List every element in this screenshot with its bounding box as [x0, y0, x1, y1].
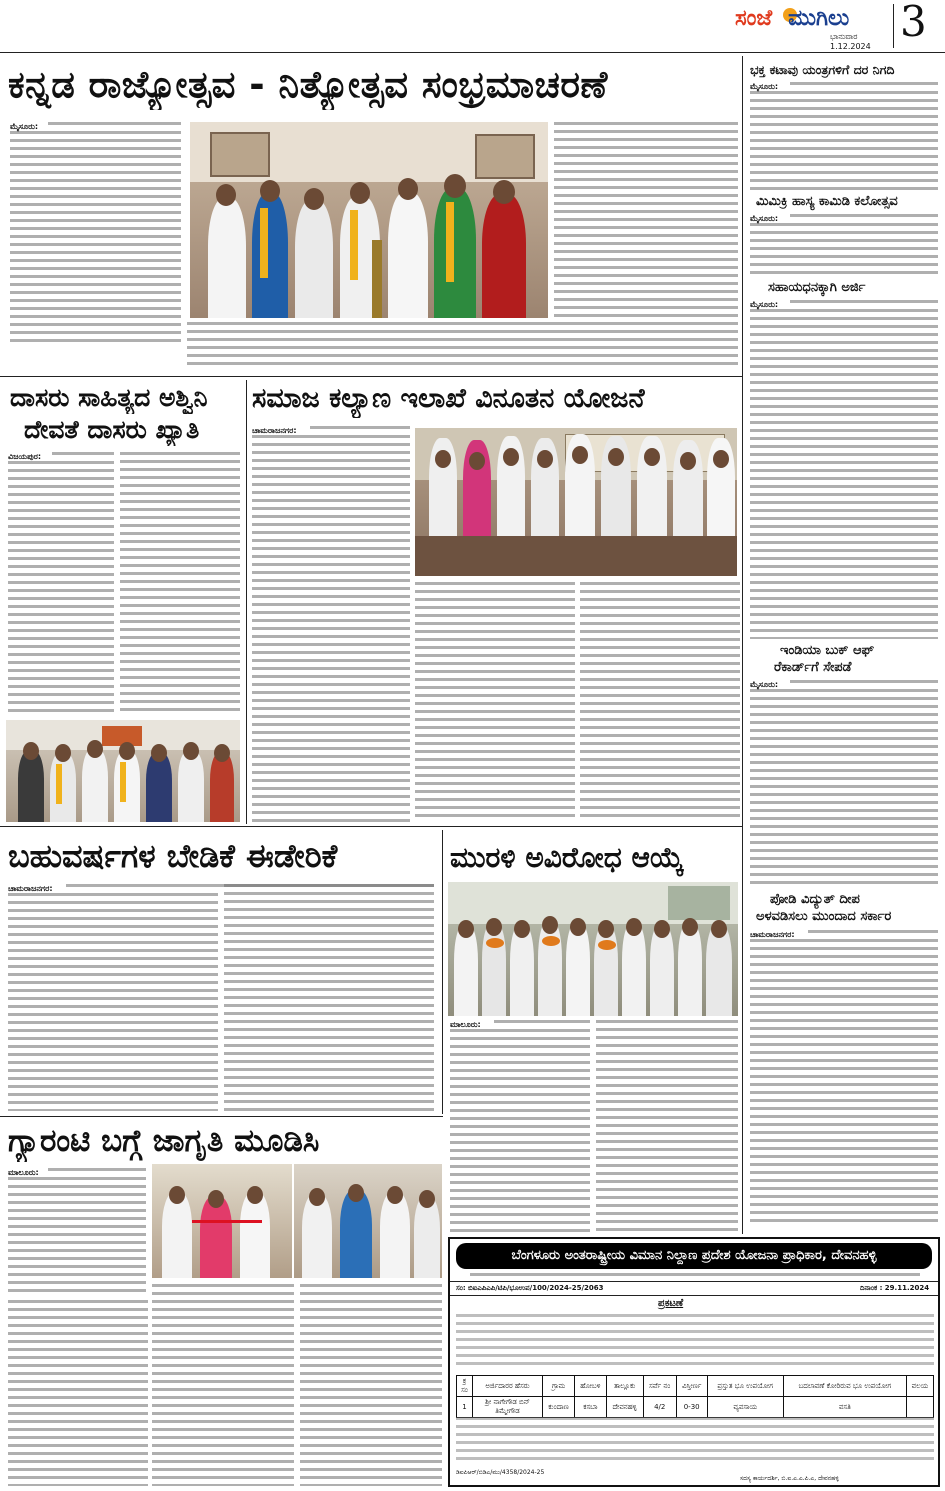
dateline-murali: ಮಾಲೂರು: [450, 1020, 481, 1029]
headline-bahuvarsha: ಬಹುವರ್ಷಗಳ ಬೇಡಿಕೆ ಈಡೇರಿಕೆ [8, 837, 338, 875]
dateline-guarantee: ಮಾಲೂರು: [8, 1168, 39, 1177]
dateline-samaja: ಚಾಮರಾಜನಗರ: [252, 426, 297, 435]
sidebar-dateline-3: ಮೈಸೂರು: [750, 300, 779, 309]
sidebar-title-5b: ಅಳವಡಿಸಲು ಮುಂದಾದ ಸರ್ಕಾರ [756, 909, 892, 924]
ad-land-table [456, 1375, 934, 1418]
sidebar-dateline-5: ಚಾಮರಾಜನಗರ: [750, 930, 795, 939]
sidebar-title-5a: ಪೋಡಿ ವಿದ್ಯುತ್ ದೀಪ [770, 892, 860, 907]
sidebar-dateline-2: ಮೈಸೂರು: [750, 214, 779, 223]
photo-guarantee-inauguration [152, 1164, 442, 1278]
page-number: 3 [900, 0, 927, 46]
headline-dasaru-1: ದಾಸರು ಸಾಹಿತ್ಯದ ಅಶ್ವಿನಿ [10, 383, 208, 412]
sidebar-title-4a: ಇಂಡಿಯಾ ಬುಕ್ ಆಫ್ [780, 643, 875, 658]
masthead-divider [893, 4, 894, 48]
ad-footer-code: ಡಿಐಪಿಆರ್/ಬಿಡಿಎ/ಮು/4358/2024-25 [456, 1469, 545, 1476]
photo-dasaru-event [6, 720, 240, 822]
sidebar-dateline-1: ಮೈಸೂರು: [750, 82, 779, 91]
sidebar-title-2: ಮಿಮಿಕ್ರಿ ಹಾಸ್ಯ ಕಾಮಿಡಿ ಕಲೋತ್ಸವ [756, 194, 898, 209]
dateline-bahuvarsha: ಚಾಮರಾಜನಗರ: [8, 884, 53, 893]
headline-murali: ಮುರಳಿ ಅವಿರೋಧ ಆಯ್ಕೆ [450, 841, 684, 874]
headline-samaja: ಸಮಾಜ ಕಲ್ಯಾಣ ಇಲಾಖೆ ವಿನೂತನ ಯೋಜನೆ [252, 383, 645, 414]
dateline-dasaru: ವಿಜಯಪುರ: [8, 452, 42, 461]
masthead-logo [705, 4, 915, 51]
masthead-date: 1.12.2024 [830, 42, 871, 51]
sidebar-title-3: ಸಹಾಯಧನಕ್ಕಾಗಿ ಅರ್ಜಿ [768, 280, 866, 295]
sidebar-dateline-4: ಮೈಸೂರು: [750, 680, 779, 689]
masthead-day: ಭಾನುವಾರ [830, 32, 858, 41]
dateline-rajyotsava: ಮೈಸೂರು: [10, 122, 39, 131]
table-row: 1 ಶ್ರೀ ನಾಗೇಗೌಡ ಬಿನ್ ತಿಮ್ಮೇಗೌಡ ಕುಂದಾಣ ಕಸಬಾ ದೇವನಹಳ್ಳಿ 4/2 0-30 ವ್ಯವಸಾಯ ವಸತಿ [457, 1397, 934, 1418]
photo-murali-felicitation [448, 882, 738, 1016]
ad-footer-signatory: ಸದಸ್ಯ ಕಾರ್ಯದರ್ಶಿ, ಬಿ.ಐ.ಎ.ಎ.ಪಿ.ಎ, ದೇವನಹಳ್ಳಿ [740, 1475, 839, 1482]
sidebar-title-1: ಭಕ್ತ ಕಟಾವು ಯಂತ್ರಗಳಿಗೆ ದರ ನಿಗದಿ [750, 62, 895, 77]
headline-rajyotsava: ಕನ್ನಡ ರಾಜ್ಯೋತ್ಸವ - ನಿತ್ಯೋತ್ಸವ ಸಂಭ್ರಮಾಚರಣೆ [8, 63, 608, 106]
photo-rajyotsava-ceremony [190, 122, 548, 318]
ad-title: ಬೆಂಗಳೂರು ಅಂತರಾಷ್ಟ್ರೀಯ ವಿಮಾನ ನಿಲ್ದಾಣ ಪ್ರದೇಶ ಯೋಜನಾ ಪ್ರಾಧಿಕಾರ, ದೇವನಹಳ್ಳಿ [456, 1243, 932, 1269]
advertisement-notice [448, 1237, 940, 1487]
sidebar-title-4b: ರೆಕಾರ್ಡ್‌ಗೆ ಸೇಪಡೆ [774, 660, 852, 675]
ad-date: ದಿನಾಂಕ : 29.11.2024 [860, 1284, 930, 1292]
headline-dasaru-2: ದೇವತೆ ದಾಸರು ಖ್ಯಾತಿ [24, 415, 200, 444]
headline-guarantee: ಗ್ಯಾರಂಟಿ ಬಗ್ಗೆ ಜಾಗೃತಿ ಮೂಡಿಸಿ [8, 1123, 320, 1159]
logo-wordmark: ಸಂಜೆ ಮುಗಿಲು [735, 6, 850, 31]
ad-table-header: ಕ್ರ ಸಂ ಅರ್ಜಿದಾರರ ಹೆಸರು ಗ್ರಾಮ ಹೋಬಳಿ ತಾಲ್ಲೂಕು ಸರ್ವೆ ನಂ ವಿಸ್ತೀರ್ಣ ಪ್ರಸ್ತುತ ಭೂ ಉಪಯೋಗ ಬದಲಾವಣೆ ಕೋರಿರುವ ಭೂ ಉಪಯೋಗ ವಲಯ [457, 1376, 934, 1397]
ad-notice-label: ಪ್ರಕಟಣೆ [658, 1298, 684, 1309]
ad-reference: ಸಂ: ಬಿಐಎಪಿಎಪಿ/ಟಿಪಿ/ಭೂಉಪ/100/2024-25/2063 [456, 1284, 604, 1292]
photo-samaja-meeting [415, 428, 737, 576]
header-rule [0, 52, 945, 53]
